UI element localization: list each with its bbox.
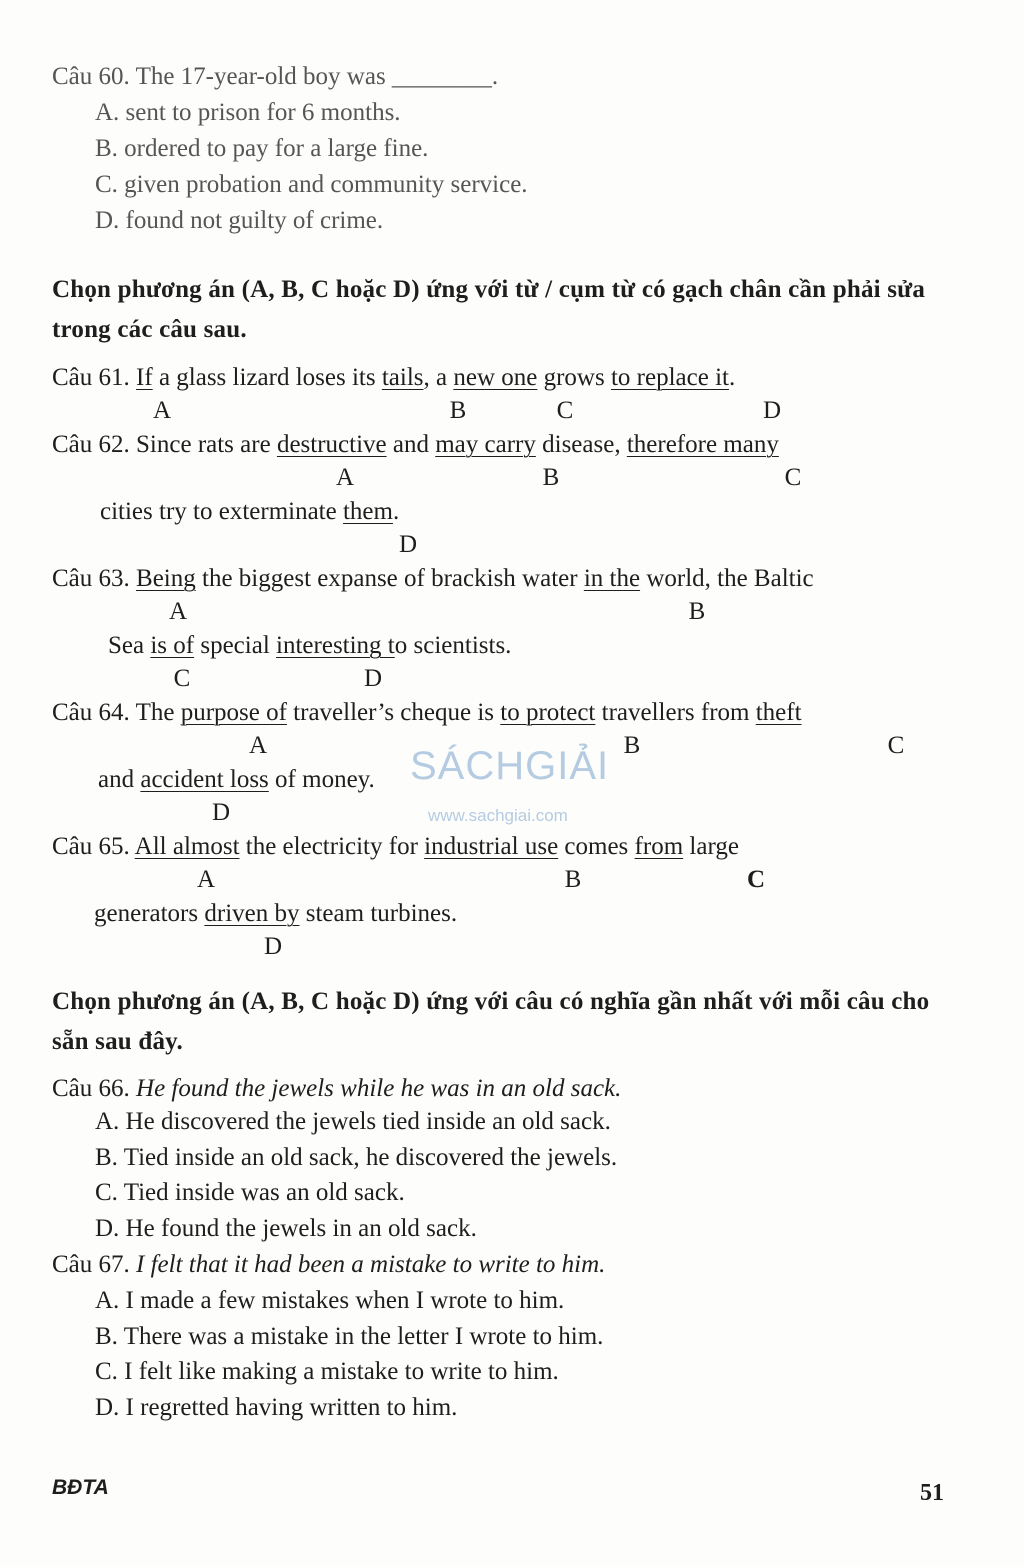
- q65-letter-a: A: [196, 866, 216, 893]
- q61-underline-c: new one: [453, 364, 538, 391]
- q66-option-b: B. Tied inside an old sack, he discovered the jewels.: [95, 1144, 618, 1171]
- q66-option-a: A. He discovered the jewels tied inside an old sack.: [95, 1108, 611, 1135]
- q66-option-c: C. Tied inside was an old sack.: [95, 1179, 405, 1206]
- q63-sentence-line2: Sea is of special interesting to scientists.: [108, 632, 512, 659]
- q62-sentence-line1: Câu 62. Since rats are destructive and may carry disease, therefore many: [52, 431, 779, 458]
- watermark-logo: SÁCHGIẢI: [410, 744, 610, 788]
- q60-option-b: B. ordered to pay for a large fine.: [95, 135, 429, 162]
- q60-option-a: A. sent to prison for 6 months.: [95, 99, 401, 126]
- q65-letter-d: D: [263, 933, 283, 960]
- watermark: [410, 734, 640, 834]
- q64-letter-d: D: [211, 799, 231, 826]
- q63-underline-b: in the: [583, 565, 641, 592]
- footer-book-code: BĐTA: [52, 1476, 109, 1499]
- q62-letter-c: C: [784, 464, 802, 491]
- q62-underline-d: them: [342, 498, 393, 525]
- q66-stem: Câu 66. He found the jewels while he was in an old sack.: [52, 1075, 622, 1102]
- q63-underline-c: is of: [150, 632, 195, 659]
- q64-underline-b: to protect: [500, 699, 596, 726]
- q61-letter-d: D: [762, 397, 782, 424]
- section-heading-closest-meaning: Chọn phương án (A, B, C hoặc D) ứng với câu có nghĩa gần nhất với mỗi câu cho sẵn sau đây.: [52, 988, 930, 1055]
- q67-option-a: A. I made a few mistakes when I wrote to him.: [95, 1287, 565, 1314]
- q61-letter-c: C: [556, 397, 574, 424]
- q61-letter-b: B: [449, 397, 467, 424]
- q60-option-c: C. given probation and community service.: [95, 171, 528, 198]
- q65-underline-a: All almost: [134, 833, 240, 860]
- q65-letter-b: B: [564, 866, 582, 893]
- q64-letter-b: B: [623, 732, 641, 759]
- q64-sentence-line2: and accident loss of money.: [98, 766, 375, 793]
- q65-sentence-line2: generators driven by steam turbines.: [94, 900, 458, 927]
- page-number: 51: [920, 1480, 944, 1506]
- q60-stem: Câu 60. The 17-year-old boy was ________.: [52, 63, 499, 90]
- q62-underline-b: may carry: [435, 431, 536, 458]
- q64-underline-a: purpose of: [180, 699, 287, 726]
- q67-option-c: C. I felt like making a mistake to write to him.: [95, 1358, 559, 1385]
- section-heading-error-identification: Chọn phương án (A, B, C hoặc D) ứng với từ / cụm từ có gạch chân cần phải sửa trong các câu sau.: [52, 276, 926, 343]
- q67-sentence: I felt that it had been a mistake to write to him.: [136, 1251, 606, 1278]
- q61-underline-d: to replace it: [610, 364, 729, 391]
- q67-option-b: B. There was a mistake in the letter I wrote to him.: [95, 1323, 604, 1350]
- watermark-url: www.sachgiai.com: [428, 806, 568, 825]
- q60-option-d: D. found not guilty of crime.: [95, 207, 384, 234]
- q62-underline-c: therefore many: [626, 431, 779, 458]
- q62-letter-d: D: [398, 531, 418, 558]
- q64-sentence-line1: Câu 64. The purpose of traveller’s cheque is to protect travellers from theft: [52, 699, 802, 726]
- q63-letter-b: B: [688, 598, 706, 625]
- q66-sentence: He found the jewels while he was in an old sack.: [136, 1075, 622, 1102]
- q61-underline-b: tails: [381, 364, 424, 391]
- q63-underline-a: Being: [136, 565, 196, 592]
- q61-underline-a: If: [136, 364, 153, 391]
- q64-underline-d: accident loss: [140, 766, 269, 793]
- q67-option-d: D. I regretted having written to him.: [95, 1394, 458, 1421]
- q63-letter-d: D: [363, 665, 383, 692]
- q62-letter-a: A: [335, 464, 355, 491]
- q62-letter-b: B: [542, 464, 560, 491]
- q65-underline-c: from: [634, 833, 684, 860]
- q64-underline-c: theft: [755, 699, 802, 726]
- q61-sentence: Câu 61. If a glass lizard loses its tails, a new one grows to replace it.: [52, 364, 736, 391]
- q65-sentence-line1: Câu 65. All almost the electricity for industrial use comes from large: [52, 833, 739, 860]
- q63-sentence-line1: Câu 63. Being the biggest expanse of brackish water in the world, the Baltic: [52, 565, 814, 592]
- q63-letter-c: C: [173, 665, 191, 692]
- q63-underline-d: interesting t: [276, 632, 395, 659]
- q64-letter-c: C: [887, 732, 905, 759]
- q65-underline-b: industrial use: [424, 833, 559, 860]
- q65-underline-d: driven by: [204, 900, 300, 927]
- q64-letter-a: A: [248, 732, 268, 759]
- q66-option-d: D. He found the jewels in an old sack.: [95, 1215, 477, 1242]
- q67-stem: Câu 67. I felt that it had been a mistake to write to him.: [52, 1251, 606, 1278]
- q62-underline-a: destructive: [276, 431, 387, 458]
- q62-sentence-line2: cities try to exterminate them.: [100, 498, 400, 525]
- q63-letter-a: A: [168, 598, 188, 625]
- q61-letter-a: A: [152, 397, 172, 424]
- q65-letter-c: C: [746, 866, 766, 893]
